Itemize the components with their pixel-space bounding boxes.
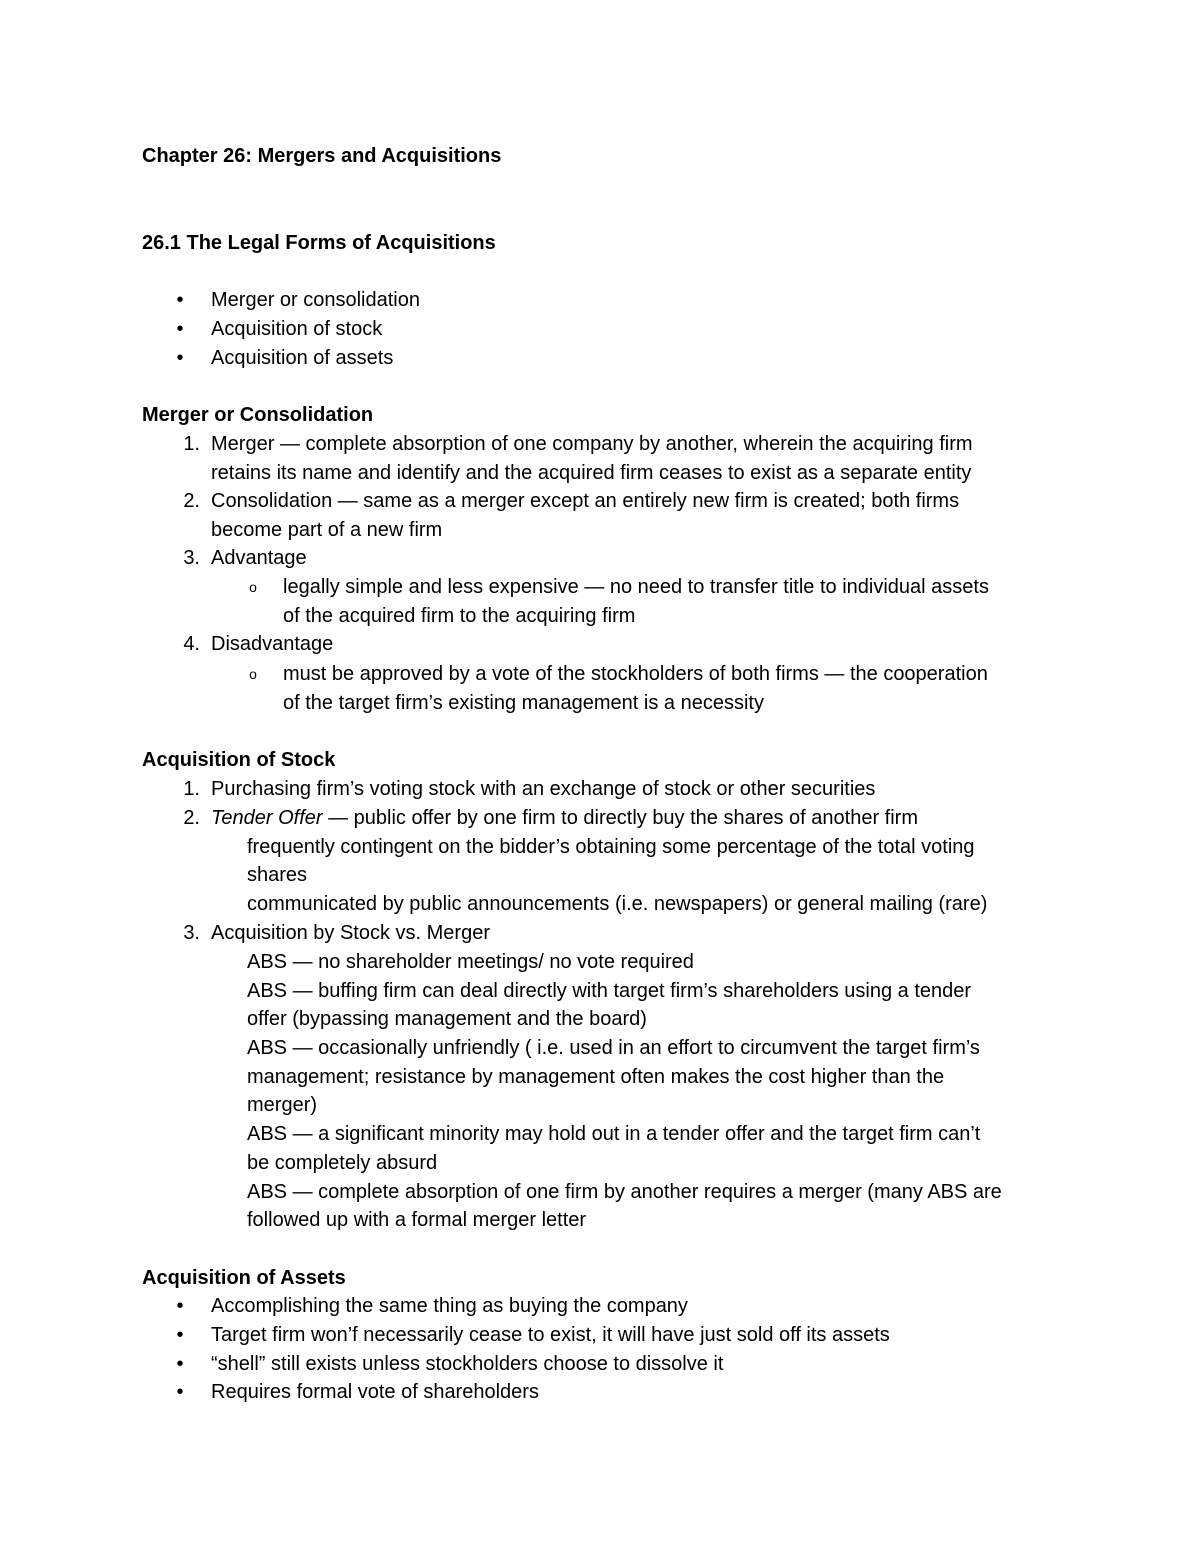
merger-heading: Merger or Consolidation <box>142 404 374 426</box>
list-number: 3. <box>183 922 200 944</box>
list-number: 1. <box>183 433 200 455</box>
sub-list-item-continuation: of the acquired firm to the acquiring firm <box>283 605 636 627</box>
list-item: Consolidation — same as a merger except an entirely new firm is created; both firms <box>211 490 960 512</box>
sub-list-item: legally simple and less expensive — no need to transfer title to individual assets <box>283 576 989 598</box>
list-item-continuation: retains its name and identify and the acquired firm ceases to exist as a separate entity <box>211 462 972 484</box>
note-line: ABS — buffing firm can deal directly with target firm’s shareholders using a tender <box>247 980 972 1002</box>
bullet-icon: • <box>176 1324 184 1346</box>
note-line: ABS — no shareholder meetings/ no vote required <box>247 951 694 973</box>
note-line: frequently contingent on the bidder’s obtaining some percentage of the total voting <box>247 836 975 858</box>
list-item: Acquisition by Stock vs. Merger <box>211 922 490 944</box>
section-heading: 26.1 The Legal Forms of Acquisitions <box>142 232 496 254</box>
assets-heading: Acquisition of Assets <box>142 1267 346 1289</box>
list-number: 4. <box>183 633 200 655</box>
bullet-icon: • <box>176 1353 184 1375</box>
list-item: Requires formal vote of shareholders <box>211 1381 539 1403</box>
note-line: shares <box>247 864 308 886</box>
sub-list-item-continuation: of the target firm’s existing management is a necessity <box>283 692 764 714</box>
bullet-icon: • <box>176 1295 184 1317</box>
page-title: Chapter 26: Mergers and Acquisitions <box>142 145 502 167</box>
list-item: Merger — complete absorption of one company by another, wherein the acquiring firm <box>211 433 973 455</box>
note-line: ABS — a significant minority may hold out in a tender offer and the target firm can’t <box>247 1123 981 1145</box>
bullet-icon: • <box>176 347 184 369</box>
list-item: Target firm won’f necessarily cease to exist, it will have just sold off its assets <box>211 1324 890 1346</box>
note-line: ABS — occasionally unfriendly ( i.e. used in an effort to circumvent the target firm’s <box>247 1037 980 1059</box>
bullet-icon: • <box>176 1381 184 1403</box>
note-line: followed up with a formal merger letter <box>247 1209 587 1231</box>
sub-list-item: must be approved by a vote of the stockholders of both firms — the cooperation <box>283 663 988 685</box>
list-number: 2. <box>183 807 200 829</box>
note-line: merger) <box>247 1094 318 1116</box>
stock-heading: Acquisition of Stock <box>142 749 336 771</box>
note-line: management; resistance by management often makes the cost higher than the <box>247 1066 945 1088</box>
list-item: “shell” still exists unless stockholders choose to dissolve it <box>211 1353 724 1375</box>
bullet-icon: • <box>176 289 184 311</box>
list-item: Purchasing firm’s voting stock with an exchange of stock or other securities <box>211 778 876 800</box>
list-item: Merger or consolidation <box>211 289 420 311</box>
sub-bullet-icon: o <box>249 666 257 682</box>
list-number: 2. <box>183 490 200 512</box>
list-item <box>211 804 918 832</box>
note-line: be completely absurd <box>247 1152 438 1174</box>
list-number: 3. <box>183 547 200 569</box>
note-line: ABS — complete absorption of one firm by another requires a merger (many ABS are <box>247 1181 1002 1203</box>
list-item: Advantage <box>211 547 307 569</box>
note-line: offer (bypassing management and the board) <box>247 1008 647 1030</box>
tender-offer-term: Tender Offer <box>211 807 323 829</box>
list-item: Acquisition of stock <box>211 318 383 340</box>
sub-bullet-icon: o <box>249 579 257 595</box>
note-line: communicated by public announcements (i.e. newspapers) or general mailing (rare) <box>247 893 988 915</box>
bullet-icon: • <box>176 318 184 340</box>
tender-offer-definition: — public offer by one firm to directly buy the shares of another firm <box>322 807 919 829</box>
list-number: 1. <box>183 778 200 800</box>
list-item: Accomplishing the same thing as buying the company <box>211 1295 688 1317</box>
list-item: Acquisition of assets <box>211 347 394 369</box>
list-item-continuation: become part of a new firm <box>211 519 443 541</box>
list-item: Disadvantage <box>211 633 334 655</box>
